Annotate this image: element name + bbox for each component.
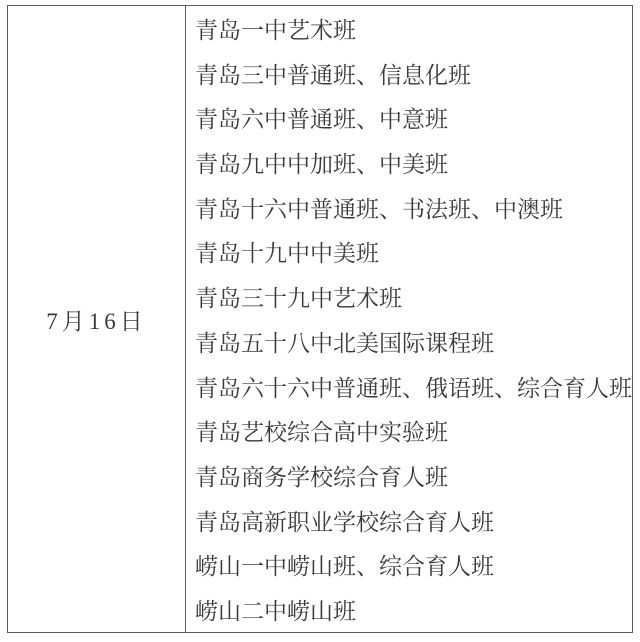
schedule-line: 青岛六中普通班、中意班 [195,107,448,133]
date-cell [8,6,186,632]
schedule-line: 青岛九中中加班、中美班 [195,152,448,178]
date-text: 7月16日 [46,308,147,334]
schedule-table [7,5,633,633]
schedule-line: 青岛商务学校综合育人班 [195,465,448,491]
schedule-line: 青岛十六中普通班、书法班、中澳班 [195,196,563,222]
schedule-line: 崂山一中崂山班、综合育人班 [195,554,494,580]
schedule-line: 青岛三中普通班、信息化班 [195,62,471,88]
schedule-line: 青岛六十六中普通班、俄语班、综合育人班 [195,375,632,401]
schedule-list [186,6,632,632]
schedule-line: 青岛十九中中美班 [195,241,379,267]
schedule-line: 崂山二中崂山班 [195,599,356,625]
schedule-line: 青岛艺校综合高中实验班 [195,420,448,446]
schedule-line: 青岛高新职业学校综合育人班 [195,509,494,535]
schedule-line: 青岛三十九中艺术班 [195,286,402,312]
schedule-line: 青岛五十八中北美国际课程班 [195,330,494,356]
schedule-line: 青岛一中艺术班 [195,17,356,43]
